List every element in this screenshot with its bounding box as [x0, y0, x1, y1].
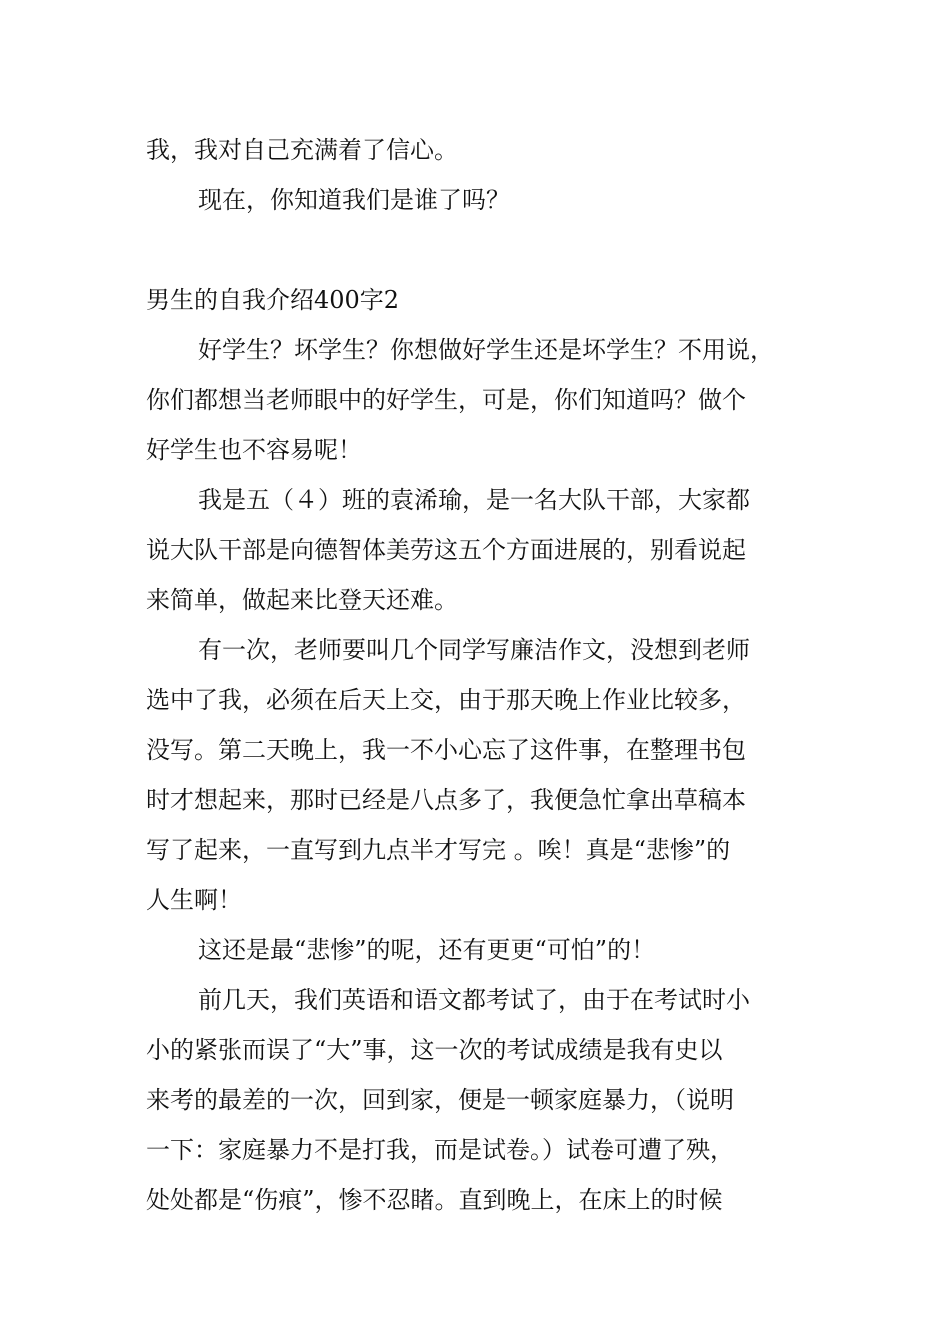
text-line: 你们都想当老师眼中的好学生，可是，你们知道吗？做个: [146, 386, 746, 414]
text-line: 这还是最“悲惨”的呢，还有更更“可怕”的！: [198, 936, 656, 964]
text-line: 我，我对自己充满着了信心。: [146, 136, 458, 164]
text-line: 有一次，老师要叫几个同学写廉洁作文，没想到老师: [198, 636, 750, 664]
text-line: 现在，你知道我们是谁了吗？: [198, 186, 510, 214]
text-line: 小的紧张而误了“大”事，这一次的考试成绩是我有史以: [146, 1036, 723, 1064]
text-line: 我是五（４）班的袁浠瑜，是一名大队干部，大家都: [198, 486, 750, 514]
text-line: 前几天，我们英语和语文都考试了，由于在考试时小: [198, 986, 750, 1014]
text-line: 好学生？坏学生？你想做好学生还是坏学生？不用说，: [198, 336, 774, 364]
text-line: 时才想起来，那时已经是八点多了，我便急忙拿出草稿本: [146, 786, 746, 814]
text-line: 来简单，做起来比登天还难。: [146, 586, 458, 614]
text-line: 处处都是“伤痕”，惨不忍睹。直到晚上，在床上的时候: [146, 1186, 723, 1214]
text-line: 没写。第二天晚上，我一不小心忘了这件事，在整理书包: [146, 736, 746, 764]
text-line: 人生啊！: [146, 886, 242, 914]
text-line: 来考的最差的一次，回到家，便是一顿家庭暴力，（说明: [146, 1086, 734, 1114]
text-line: 选中了我，必须在后天上交，由于那天晚上作业比较多，: [146, 686, 746, 714]
text-line: 一下：家庭暴力不是打我，而是试卷。）试卷可遭了殃，: [146, 1136, 734, 1164]
section-heading: 男生的自我介绍400字2: [146, 286, 400, 314]
text-line: 写了起来，一直写到九点半才写完 。唉！真是“悲惨”的: [146, 836, 731, 864]
text-line: 说大队干部是向德智体美劳这五个方面进展的，别看说起: [146, 536, 746, 564]
text-line: 好学生也不容易呢！: [146, 436, 362, 464]
